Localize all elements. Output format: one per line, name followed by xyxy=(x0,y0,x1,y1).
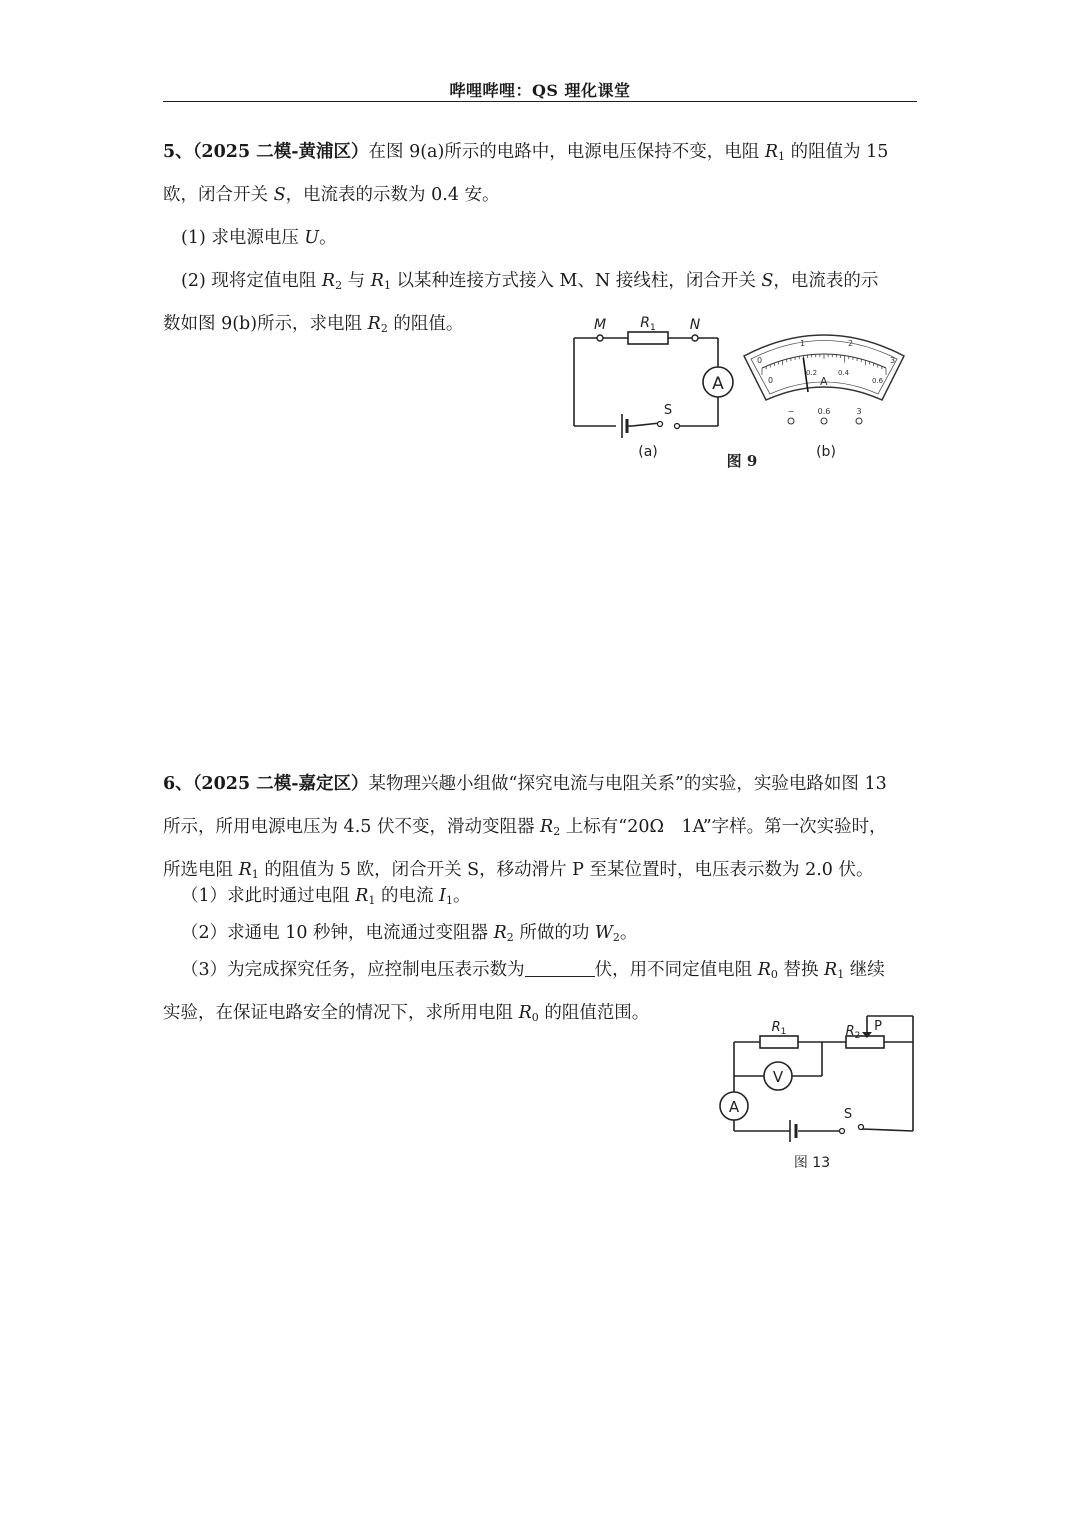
label-r1: $R_1$ xyxy=(640,315,656,333)
label-r1: $R_1$ xyxy=(771,1020,787,1037)
top-scale-2: 2 xyxy=(848,339,854,348)
caption-figure-13: 图 13 xyxy=(793,1155,831,1171)
ammeter-label: A xyxy=(712,374,724,394)
terminal-06 xyxy=(821,418,827,424)
switch-pivot xyxy=(840,1129,845,1134)
q5-source: （2025 二模-黄浦区） xyxy=(192,142,369,162)
label-r2: $R_2$ xyxy=(845,1024,861,1041)
answer-blank[interactable] xyxy=(525,958,595,977)
bottom-scale-06: 0.6 xyxy=(872,377,884,385)
resistor-r1 xyxy=(628,332,668,344)
q5-part-2: (2) 现将定值电阻 $R_2$ 与 $R_1$ 以某种连接方式接入 M、N 接线柱，闭合开关 S，电流表的示 数如图 9(b)所示，求电阻 $R_2$ 的阻值。 xyxy=(163,271,879,335)
terminal-minus xyxy=(788,418,794,424)
label-n: N xyxy=(689,317,701,333)
bottom-scale-02: 0.2 xyxy=(806,369,818,377)
bottom-scale-04: 0.4 xyxy=(838,369,850,377)
top-scale-1: 1 xyxy=(800,339,806,348)
battery-symbol xyxy=(622,414,627,438)
ammeter-label: A xyxy=(728,1098,740,1116)
ammeter-dial xyxy=(744,335,904,400)
switch-contact xyxy=(675,424,680,429)
circuit-13-wires xyxy=(734,1016,913,1131)
bottom-scale-0: 0 xyxy=(768,376,774,385)
q6-number: 6、 xyxy=(163,774,193,794)
caption-a: (a) xyxy=(638,444,658,460)
figure-9 xyxy=(560,310,940,480)
switch-pivot xyxy=(658,422,663,427)
top-scale-3: 3 xyxy=(890,356,896,365)
q5-part-1: (1) 求电源电压 U。 xyxy=(181,228,337,248)
q6-source: （2025 二模-嘉定区） xyxy=(192,774,369,794)
q6-stem: 6、（2025 二模-嘉定区）某物理兴趣小组做“探究电流与电阻关系”的实验，实验电路如图 13 所示，所用电源电压为 4.5 伏不变，滑动变阻器 $R_2$ 上标有“20Ω 1A”字样。第一次实验时， 所选电阻 $R_1$ 的阻值为 5 欧，闭合开关 S，移动滑片 P 至某位置时，电压表示数为 2.0 伏。 xyxy=(163,774,887,881)
switch-contact xyxy=(859,1125,864,1130)
terminal-m xyxy=(597,335,603,341)
terminal-n xyxy=(692,335,698,341)
caption-b: (b) xyxy=(816,444,836,460)
resistor-r1 xyxy=(760,1036,798,1048)
terminal-3 xyxy=(856,418,862,424)
q5-number: 5、 xyxy=(163,142,193,162)
switch-label: S xyxy=(843,1107,853,1122)
top-scale-0: 0 xyxy=(757,356,763,365)
figure-13 xyxy=(710,1010,930,1180)
page-header: 哔哩哔哩：QS 理化课堂 xyxy=(449,81,631,100)
terminal-06-label: 0.6 xyxy=(817,407,831,416)
circuit-a-wires xyxy=(574,338,718,426)
q6-part-2: （2）求通电 10 秒钟，电流通过变阻器 $R_2$ 所做的功 $W_2$。 xyxy=(181,923,638,944)
label-m: M xyxy=(593,317,607,333)
label-p: P xyxy=(874,1019,882,1034)
voltmeter-label: V xyxy=(772,1068,784,1086)
caption-figure-9: 图 9 xyxy=(726,452,758,470)
q6-part-1: （1）求此时通过电阻 $R_1$ 的电流 $I_1$。 xyxy=(181,886,471,907)
terminal-3-label: 3 xyxy=(856,407,862,416)
meter-unit: A xyxy=(820,375,828,388)
q6-part-3: （3）为完成探究任务，应控制电压表示数为 伏，用不同定值电阻 $R_0$ 替换 $R_1$ 继续 实验，在保证电路安全的情况下，求所用电阻 $R_0$ 的阻值范围。 xyxy=(163,960,885,1024)
switch-label: S xyxy=(663,403,673,418)
q5-stem: 5、（2025 二模-黄浦区）在图 9(a)所示的电路中，电源电压保持不变，电阻 $R_1$ 的阻值为 15 欧，闭合开关 S，电流表的示数为 0.4 安。 xyxy=(163,142,889,205)
battery-symbol xyxy=(790,1120,796,1142)
terminal-minus-label: − xyxy=(787,407,795,416)
header-divider xyxy=(163,101,917,102)
